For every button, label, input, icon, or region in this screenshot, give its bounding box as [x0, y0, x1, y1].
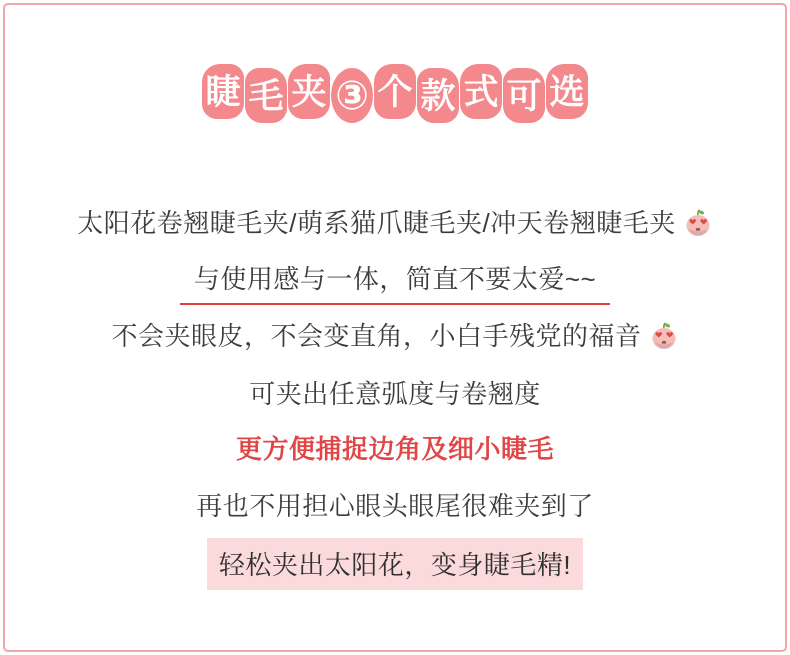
- promo-line-beginner-text: 不会夹眼皮，不会变直角，小白手残党的福音: [111, 321, 642, 351]
- title-char: 个: [374, 64, 416, 119]
- promo-line-corner: [0, 429, 790, 466]
- title-char: 选: [546, 64, 588, 119]
- title-char: 睫: [202, 64, 244, 119]
- title-char: 夹: [288, 64, 330, 119]
- title-char: ③: [331, 68, 373, 123]
- promo-line-worry-text: 再也不用担心眼头眼尾很难夹到了: [196, 491, 594, 521]
- title-char: 款: [417, 68, 459, 123]
- underlined-text: 与使用感与一体，简直不要太爱~~: [180, 259, 610, 305]
- highlighted-text: 轻松夹出太阳花，变身睫毛精!: [207, 538, 583, 590]
- page-title: [0, 66, 790, 121]
- title-char: 可: [503, 68, 545, 123]
- promo-line-styles: [0, 203, 790, 240]
- heart-eyes-peach-emoji: [649, 321, 679, 351]
- title-char: 毛: [245, 68, 287, 123]
- promo-line-love: [0, 259, 790, 305]
- promo-line-corner-text: 更方便捕捉边角及细小睫毛: [235, 434, 554, 464]
- title-char: 式: [460, 64, 502, 119]
- heart-eyes-peach-emoji: [683, 208, 713, 238]
- promo-line-styles-text: 太阳花卷翘睫毛夹/萌系猫爪睫毛夹/冲天卷翘睫毛夹: [77, 208, 676, 238]
- promo-line-curve-text: 可夹出任意弧度与卷翘度: [249, 379, 541, 409]
- promo-line-curve: [0, 374, 790, 411]
- promo-line-sunflower: [0, 538, 790, 590]
- promo-line-beginner: [0, 316, 790, 353]
- promo-line-worry: [0, 486, 790, 523]
